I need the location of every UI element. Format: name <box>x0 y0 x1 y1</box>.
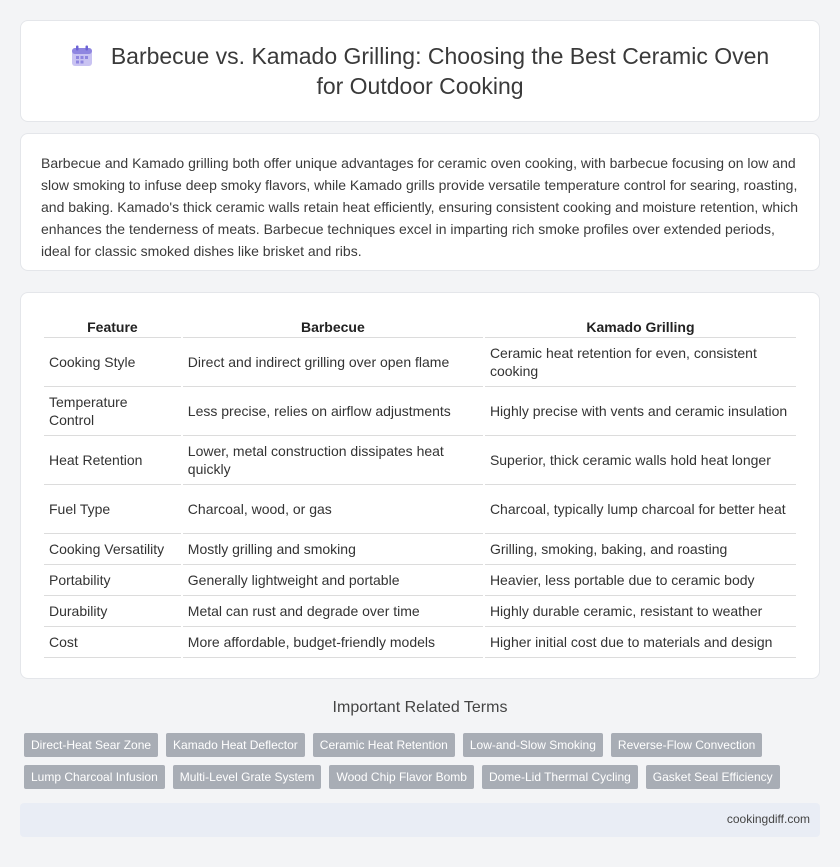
table-cell: Mostly grilling and smoking <box>183 534 483 565</box>
table-cell: More affordable, budget-friendly models <box>183 627 483 658</box>
header-barbecue: Barbecue <box>183 313 483 338</box>
related-term-tag[interactable]: Lump Charcoal Infusion <box>24 765 165 789</box>
footer-site-link[interactable]: cookingdiff.com <box>726 812 810 826</box>
table-header-row <box>44 313 796 338</box>
footer <box>20 803 820 837</box>
table-cell: Cost <box>44 627 181 658</box>
related-term-tag[interactable]: Direct-Heat Sear Zone <box>24 733 158 757</box>
page-title-line-2: for Outdoor Cooking <box>316 73 524 99</box>
table-cell: Fuel Type <box>44 485 181 534</box>
table-cell: Superior, thick ceramic walls hold heat longer <box>485 436 796 485</box>
table-row <box>44 627 796 658</box>
comparison-table <box>42 313 798 658</box>
header-kamado: Kamado Grilling <box>485 313 796 338</box>
table-row <box>44 596 796 627</box>
related-term-tag[interactable]: Ceramic Heat Retention <box>313 733 455 757</box>
intro-card <box>20 133 820 271</box>
table-cell: Cooking Style <box>44 338 181 387</box>
table-row <box>44 387 796 436</box>
related-term-tag[interactable]: Reverse-Flow Convection <box>611 733 762 757</box>
related-term-tag[interactable]: Dome-Lid Thermal Cycling <box>482 765 638 789</box>
page-title <box>61 41 779 101</box>
header-feature: Feature <box>44 313 181 338</box>
intro-paragraph: Barbecue and Kamado grilling both offer unique advantages for ceramic oven cooking, with barbecue focusing on low and slow smoking to infuse deep smoky flavors, while Kamado grills provide versatile temperature control for searing, roasting, and baking. Kamado's thick ceramic walls retain heat efficiently, ensuring consistent cooking and moisture retention, which enhances the tenderness of meats. Barbecue techniques excel in imparting rich smoke profiles over extended periods, ideal for classic smoked dishes like brisket and ribs. <box>41 155 798 259</box>
header-card <box>20 20 820 122</box>
table-cell: Charcoal, typically lump charcoal for better heat <box>485 485 796 534</box>
table-cell: Cooking Versatility <box>44 534 181 565</box>
page-title-line-1: Barbecue vs. Kamado Grilling: Choosing the Best Ceramic Oven <box>110 43 770 69</box>
table-cell: Ceramic heat retention for even, consistent cooking <box>485 338 796 387</box>
table-cell: Durability <box>44 596 181 627</box>
table-row <box>44 485 796 534</box>
related-term-tag[interactable]: Low-and-Slow Smoking <box>463 733 603 757</box>
table-row <box>44 436 796 485</box>
table-row <box>44 338 796 387</box>
table-cell: Less precise, relies on airflow adjustments <box>183 387 483 436</box>
table-cell: Charcoal, wood, or gas <box>183 485 483 534</box>
table-cell: Higher initial cost due to materials and design <box>485 627 796 658</box>
comparison-table-card <box>20 292 820 679</box>
table-cell: Temperature Control <box>44 387 181 436</box>
table-cell: Direct and indirect grilling over open flame <box>183 338 483 387</box>
table-cell: Lower, metal construction dissipates heat quickly <box>183 436 483 485</box>
table-cell: Portability <box>44 565 181 596</box>
table-cell: Highly precise with vents and ceramic insulation <box>485 387 796 436</box>
table-cell: Heat Retention <box>44 436 181 485</box>
related-terms-row <box>24 765 824 789</box>
related-term-tag[interactable]: Gasket Seal Efficiency <box>646 765 780 789</box>
table-cell: Heavier, less portable due to ceramic body <box>485 565 796 596</box>
table-row <box>44 565 796 596</box>
related-term-tag[interactable]: Multi-Level Grate System <box>173 765 322 789</box>
table-cell: Highly durable ceramic, resistant to weather <box>485 596 796 627</box>
table-cell: Metal can rust and degrade over time <box>183 596 483 627</box>
table-row <box>44 534 796 565</box>
calendar-icon <box>71 45 93 67</box>
related-term-tag[interactable]: Kamado Heat Deflector <box>166 733 305 757</box>
table-cell: Generally lightweight and portable <box>183 565 483 596</box>
related-term-tag[interactable]: Wood Chip Flavor Bomb <box>329 765 474 789</box>
related-terms-title: Important Related Terms <box>332 699 508 716</box>
table-cell: Grilling, smoking, baking, and roasting <box>485 534 796 565</box>
related-terms-row <box>24 733 824 757</box>
